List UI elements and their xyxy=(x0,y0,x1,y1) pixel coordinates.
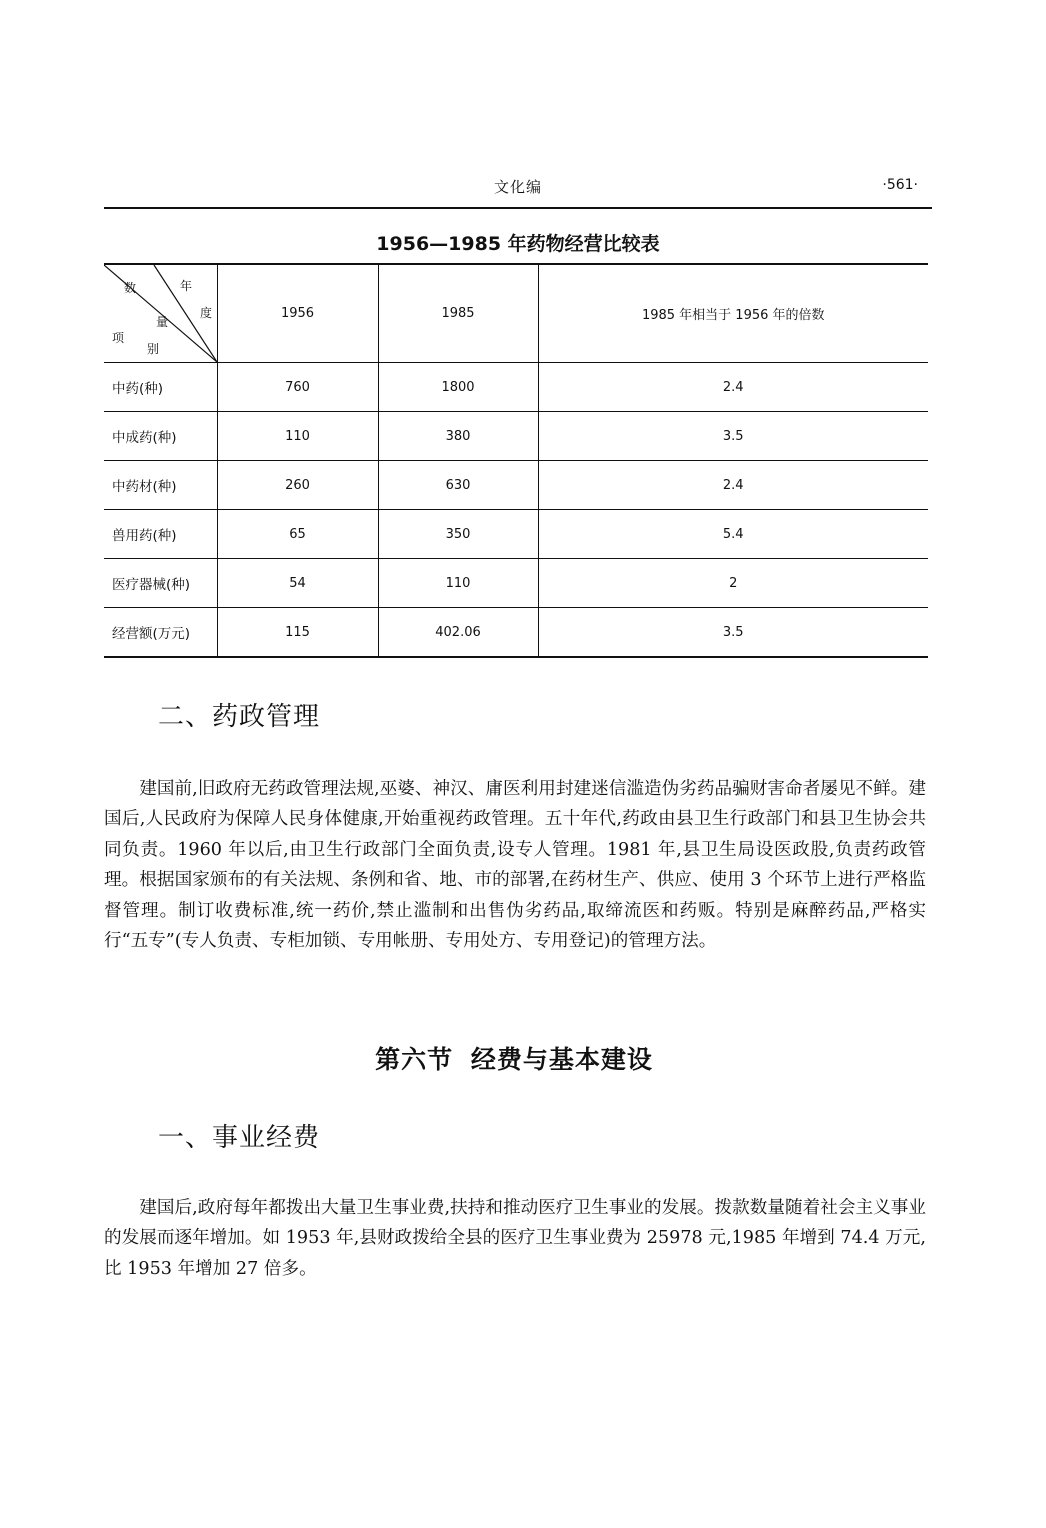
multiple-cell: 2.4 xyxy=(538,363,928,412)
value-1956-cell: 260 xyxy=(217,461,378,510)
paragraph-operating-funds: 建国后,政府每年都拨出大量卫生事业费,扶持和推动医疗卫生事业的发展。拨款数量随着社会主义事业的发展而逐年增加。如 1953 年,县财政拨给全县的医疗卫生事业费为 25978 元,1985 年增到 74.4 万元,比 1953 年增加 27 倍多。 xyxy=(104,1198,926,1279)
value-1985-cell: 402.06 xyxy=(378,608,538,658)
item-cell: 医疗器械(种) xyxy=(104,559,217,608)
column-header-multiple: 1985 年相当于 1956 年的倍数 xyxy=(538,264,928,363)
column-header-1985: 1985 xyxy=(378,264,538,363)
value-1956-cell: 760 xyxy=(217,363,378,412)
value-1956-cell: 115 xyxy=(217,608,378,658)
multiple-cell: 3.5 xyxy=(538,412,928,461)
table-row xyxy=(104,608,928,658)
corner-char-du: 度 xyxy=(200,306,213,320)
item-cell: 中药材(种) xyxy=(104,461,217,510)
paragraph-pharma-admin: 建国前,旧政府无药政管理法规,巫婆、神汉、庸医利用封建迷信滥造伪劣药品骗财害命者屡见不鲜。建国后,人民政府为保障人民身体健康,开始重视药政管理。五十年代,药政由县卫生行政部门和县卫生协会共同负责。1960 年以后,由卫生行政部门全面负责,设专人管理。1981 年,县卫生局设医政股,负责药政管理。根据国家颁布的有关法规、条例和省、地、市的部署,在药材生产、供应、使用 3 个环节上进行严格监督管理。制订收费标准,统一药价,禁止滥制和出售伪劣药品,取缔流医和药贩。特别是麻醉药品,严格实行“五专”(专人负责、专柜加锁、专用帐册、专用处方、专用登记)的管理方法。 xyxy=(104,779,926,952)
value-1985-cell: 380 xyxy=(378,412,538,461)
running-head xyxy=(104,176,932,206)
drug-comparison-table xyxy=(104,263,928,658)
table-header-row xyxy=(104,264,928,363)
table-row xyxy=(104,412,928,461)
running-title: 文化编 xyxy=(493,178,542,196)
corner-char-xiang: 项 xyxy=(112,331,125,345)
table-row xyxy=(104,559,928,608)
multiple-cell: 3.5 xyxy=(538,608,928,658)
section-heading-pharma-admin: 二、药政管理 xyxy=(158,702,321,732)
multiple-cell: 2 xyxy=(538,559,928,608)
multiple-cell: 5.4 xyxy=(538,510,928,559)
table-title: 1956—1985 年药物经营比较表 xyxy=(376,233,660,255)
chapter-title: 第六节 经费与基本建设 xyxy=(375,1045,653,1074)
section-heading-operating-funds: 一、事业经费 xyxy=(158,1123,321,1153)
value-1956-cell: 65 xyxy=(217,510,378,559)
corner-char-nian: 年 xyxy=(180,279,193,293)
item-cell: 兽用药(种) xyxy=(104,510,217,559)
value-1985-cell: 630 xyxy=(378,461,538,510)
item-cell: 中药(种) xyxy=(104,363,217,412)
item-cell: 经营额(万元) xyxy=(104,608,217,658)
table-row xyxy=(104,510,928,559)
table-row xyxy=(104,461,928,510)
header-rule xyxy=(104,207,932,209)
table-row xyxy=(104,363,928,412)
corner-char-bie: 别 xyxy=(147,342,160,356)
item-cell: 中成药(种) xyxy=(104,412,217,461)
value-1956-cell: 54 xyxy=(217,559,378,608)
value-1985-cell: 350 xyxy=(378,510,538,559)
corner-char-liang: 量 xyxy=(156,315,169,329)
diagonal-corner-header xyxy=(104,264,217,363)
value-1956-cell: 110 xyxy=(217,412,378,461)
value-1985-cell: 1800 xyxy=(378,363,538,412)
corner-char-shu: 数 xyxy=(124,281,137,295)
column-header-1956: 1956 xyxy=(217,264,378,363)
page-number: ·561· xyxy=(882,177,918,193)
value-1985-cell: 110 xyxy=(378,559,538,608)
multiple-cell: 2.4 xyxy=(538,461,928,510)
